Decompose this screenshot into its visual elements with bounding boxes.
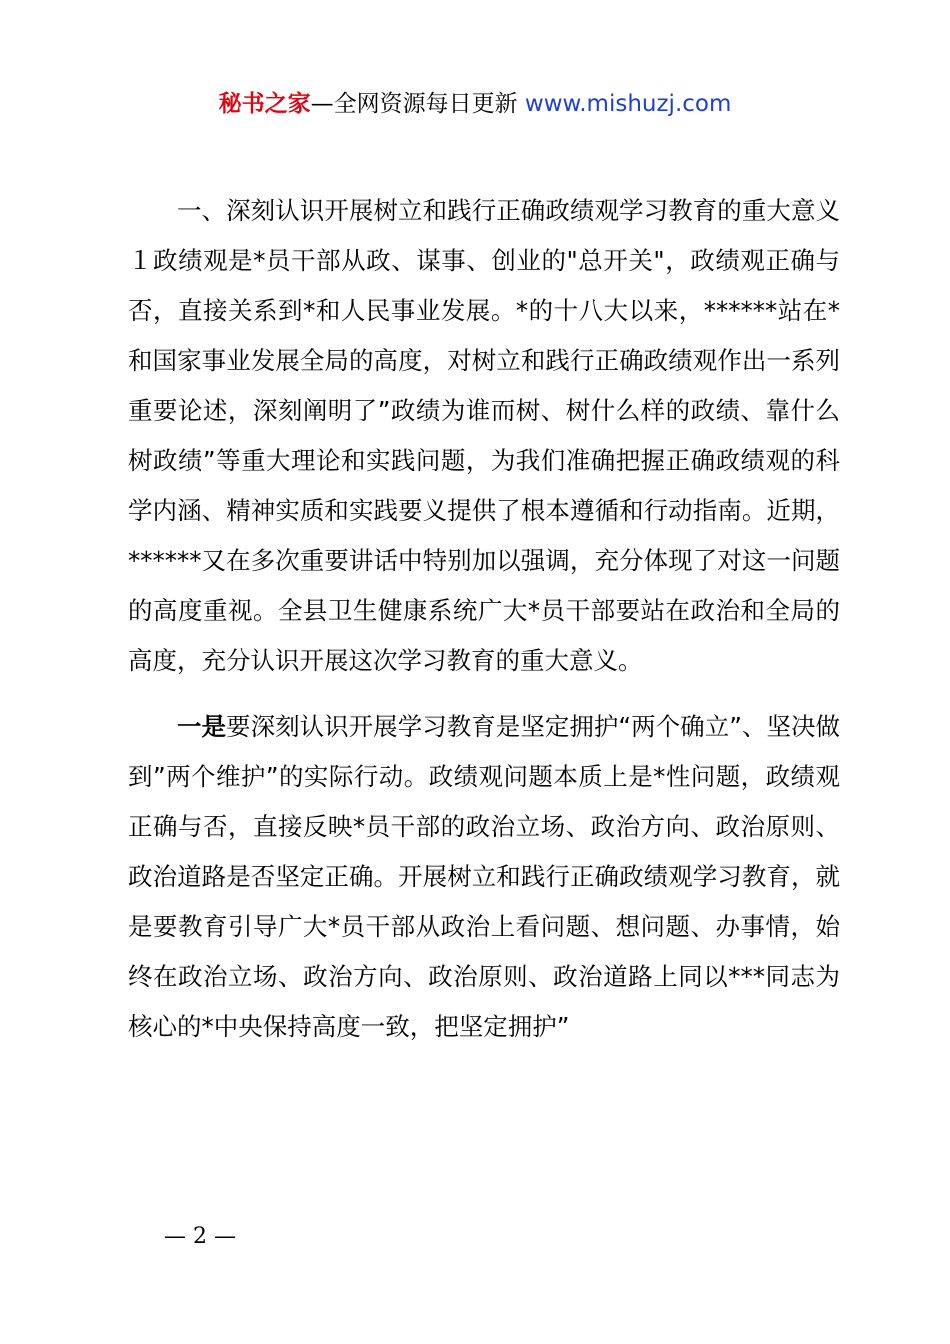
document-body <box>128 186 840 1052</box>
site-url-link[interactable]: www.mishuzj.com <box>524 91 732 117</box>
brand-name: 秘书之家 <box>218 91 311 117</box>
paragraph-2-lead: 一是 <box>177 712 227 741</box>
page-number: — 2 — <box>164 1224 236 1249</box>
header-tagline: —全网资源每日更新 <box>310 91 518 117</box>
paragraph-1 <box>128 186 840 686</box>
paragraph-2-text: 要深刻认识开展学习教育是坚定拥护“两个确立”、坚决做到”两个维护”的实际行动。政绩观问题本质上是*性问题，政绩观正确与否，直接反映*员干部的政治立场、政治方向、政治原则、政治道路是否坚定正确。开展树立和践行正确政绩观学习教育，就是要教育引导广大*员干部从政治上看问题、想问题、办事情，始终在政治立场、政治方向、政治原则、政治道路上同以***同志为核心的*中央保持高度一致，把坚定拥护” <box>128 712 840 1041</box>
paragraph-1-text: 一、深刻认识开展树立和践行正确政绩观学习教育的重大意义１政绩观是*员干部从政、谋事、创业的"总开关"，政绩观正确与否，直接关系到*和人民事业发展。*的十八大以来，******站在*和国家事业发展全局的高度，对树立和践行正确政绩观作出一系列重要论述，深刻阐明了”政绩为谁而树、树什么样的政绩、靠什么树政绩”等重大理论和实践问题，为我们准确把握正确政绩观的科学内涵、精神实质和实践要义提供了根本遵循和行动指南。近期，******又在多次重要讲话中特别加以强调，充分体现了对这一问题的高度重视。全县卫生健康系统广大*员干部要站在政治和全局的高度，充分认识开展这次学习教育的重大意义。 <box>128 196 840 675</box>
site-header <box>0 86 950 122</box>
paragraph-2 <box>128 702 840 1052</box>
